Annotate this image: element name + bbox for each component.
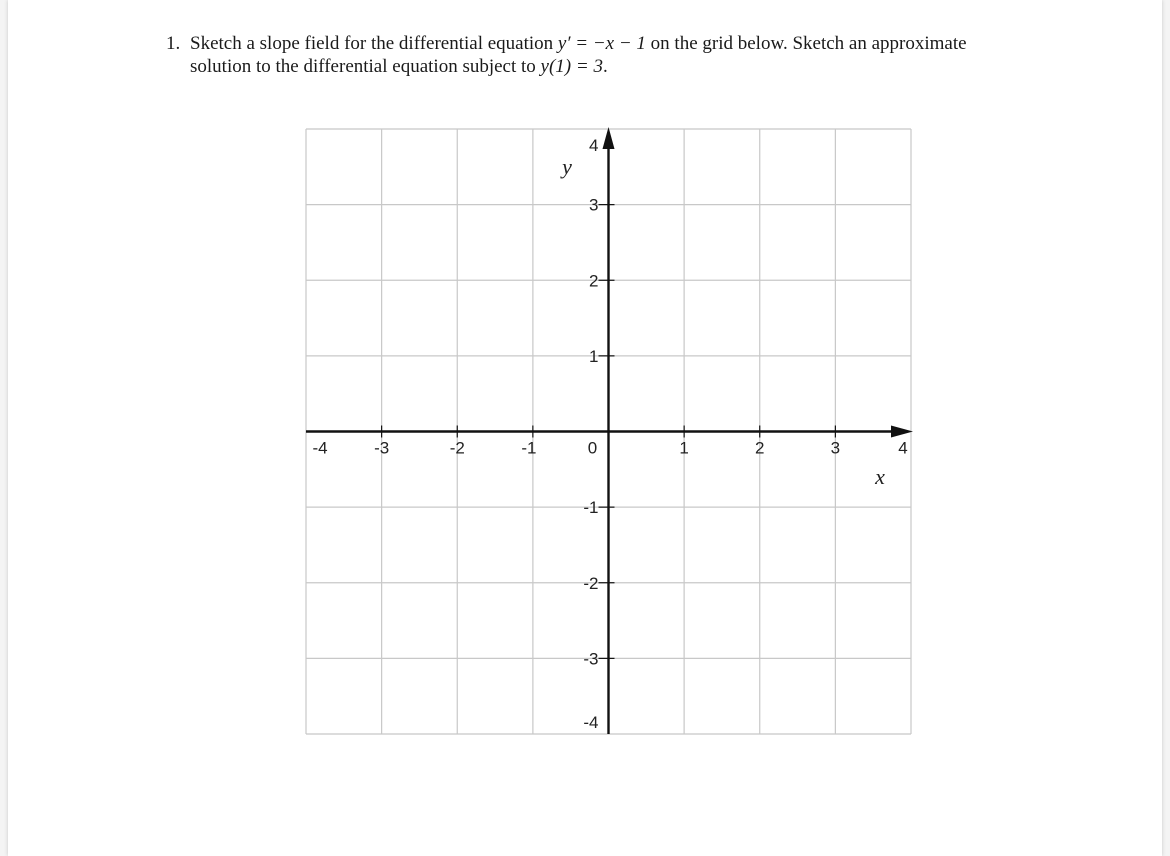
x-tick-label--2: -2 xyxy=(449,438,465,458)
differential-equation: y′ = −x − 1 xyxy=(557,33,646,54)
y-tick-label--3: -3 xyxy=(583,649,599,669)
y-tick-label-3: 3 xyxy=(589,195,599,215)
tick-labels xyxy=(312,136,907,732)
problem-text-1: Sketch a slope field for the differential equation xyxy=(190,33,558,54)
x-tick-label-4: 4 xyxy=(898,438,908,458)
x-tick-label--4: -4 xyxy=(312,438,328,458)
y-tick-label--1: -1 xyxy=(583,498,599,518)
x-tick-label-2: 2 xyxy=(755,438,765,458)
y-tick-label-1: 1 xyxy=(589,346,599,366)
x-tick-label-3: 3 xyxy=(830,438,841,458)
x-axis-arrow xyxy=(891,426,913,438)
initial-condition: y(1) = 3 xyxy=(540,56,603,77)
y-tick-label-2: 2 xyxy=(589,271,599,291)
x-tick-label-0: 0 xyxy=(587,438,598,458)
y-tick-label--4: -4 xyxy=(583,713,599,732)
x-tick-label--3: -3 xyxy=(374,438,390,458)
problem-text-3: solution to the differential equation subject to xyxy=(190,56,541,77)
axes xyxy=(306,127,913,734)
y-axis-arrow xyxy=(603,127,615,149)
x-axis-title: x xyxy=(875,464,885,489)
problem-text-4: . xyxy=(602,56,608,77)
y-tick-label-4: 4 xyxy=(589,136,599,155)
x-tick-label-1: 1 xyxy=(679,438,689,458)
problem-text-2: on the grid below. Sketch an approximate xyxy=(645,33,967,54)
y-axis-title: y xyxy=(562,154,572,179)
problem-number: 1. xyxy=(166,33,181,54)
x-tick-label--1: -1 xyxy=(521,438,537,458)
y-tick-label--2: -2 xyxy=(583,573,599,593)
